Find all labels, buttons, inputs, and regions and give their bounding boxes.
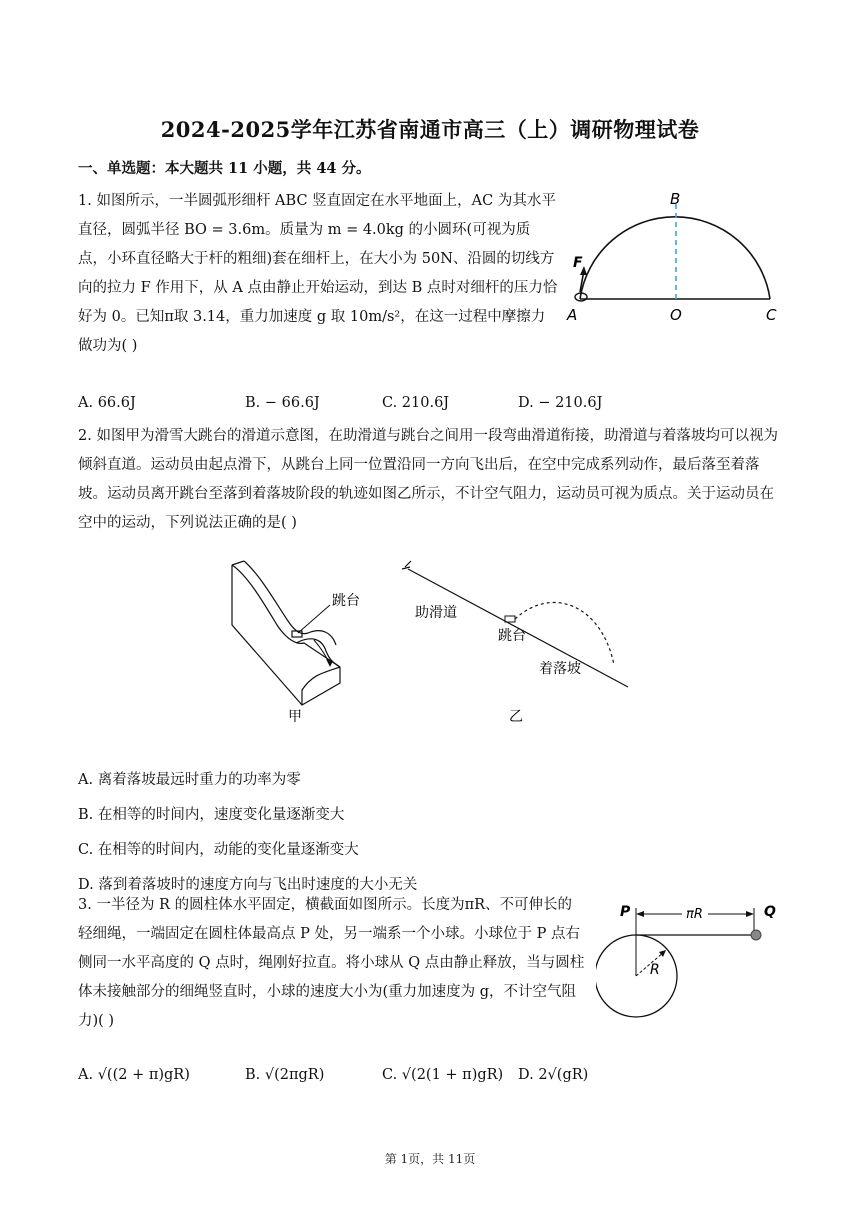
section-heading: 一、单选题：本大题共 11 小题，共 44 分。 — [78, 160, 371, 177]
label-a: A — [567, 306, 578, 324]
label-b: B — [670, 190, 681, 208]
option-c: C. √(2(1 + π)gR) — [382, 1067, 504, 1083]
option-b: B. 在相等的时间内，速度变化量逐渐变大 — [78, 807, 345, 823]
option-a: A. √((2 + π)gR) — [78, 1067, 190, 1083]
label-jump-platform-right: 跳台 — [498, 628, 526, 644]
question-3-options — [78, 1067, 778, 1089]
caption-yi: 乙 — [509, 709, 523, 725]
option-b: B. − 66.6J — [245, 395, 320, 411]
label-landing-slope: 着落坡 — [539, 661, 581, 677]
label-o: O — [670, 306, 682, 324]
option-c: C. 210.6J — [382, 395, 450, 411]
option-c: C. 在相等的时间内，动能的变化量逐渐变大 — [78, 842, 359, 858]
option-d: D. 2√(gR) — [518, 1067, 589, 1083]
option-d: D. 落到着落坡时的速度方向与飞出时速度的大小无关 — [78, 877, 418, 893]
question-2-figure — [222, 555, 642, 730]
option-a: A. 离着落坡最远时重力的功率为零 — [78, 772, 301, 788]
option-a: A. 66.6J — [78, 395, 136, 411]
question-2-text: 2. 如图甲为滑雪大跳台的滑道示意图，在助滑道与跳台之间用一段弯曲滑道衔接，助滑道与着落坡均可以视为倾斜直道。运动员由起点滑下，从跳台上同一位置沿同一方向飞出后，在空中完成系列动作，最后落至着落坡。运动员离开跳台至落到着落坡阶段的轨迹如图乙所示，不计空气阻力，运动员可视为质点。关于运动员在空中的运动，下列说法正确的是( ) — [78, 428, 778, 531]
label-c: C — [766, 306, 777, 324]
question-3-text: 3. 一半径为 R 的圆柱体水平固定，横截面如图所示。长度为πR、不可伸长的轻细绳，一端固定在圆柱体最高点 P 处，另一端系一个小球。小球位于 P 点右侧同一水平高度的 Q 点时，绳刚好拉直。将小球从 Q 点由静止释放，当与圆柱体未接触部分的细绳竖直时，小球的速度大小为(重力加速度为 g，不计空气阻力)( ) — [78, 897, 585, 1029]
question-1-figure — [566, 188, 786, 328]
ball — [751, 930, 761, 940]
question-1-text: 1. 如图所示，一半圆弧形细杆 ABC 竖直固定在水平地面上，AC 为其水平直径，圆弧半径 BO = 3.6m。质量为 m = 4.0kg 的小圆环(可视为质点，小环直径略大于杆的粗细)套在细杆上，在大小为 50N、沿圆的切线方向的拉力 F 作用下，从 A 点由静止开始运动，到达 B 点时对细杆的压力恰好为 0。已知π取 3.14，重力加速度 g 取 10m/s²，在这一过程中摩擦力做功为( ) — [78, 193, 558, 354]
option-d: D. − 210.6J — [518, 395, 603, 411]
label-q: Q — [764, 904, 776, 920]
label-f: F — [573, 255, 583, 271]
label-p: P — [620, 904, 631, 920]
label-jump-platform-left: 跳台 — [332, 593, 360, 609]
page-footer: 第 1页，共 11页 — [384, 1152, 476, 1166]
jump-platform — [505, 616, 515, 622]
question-3-figure — [596, 896, 786, 1046]
label-length: πR — [686, 907, 703, 922]
label-r: R — [650, 962, 660, 978]
label-runway: 助滑道 — [415, 605, 457, 621]
question-1-options — [78, 395, 778, 415]
page-title: 2024-2025学年江苏省南通市高三（上）调研物理试卷 — [160, 117, 700, 142]
option-b: B. √(2πgR) — [245, 1067, 325, 1083]
caption-jia: 甲 — [288, 709, 302, 725]
semicircle-rod — [580, 217, 770, 299]
question-2-options — [78, 763, 778, 903]
ski-jump-structure — [232, 561, 340, 705]
